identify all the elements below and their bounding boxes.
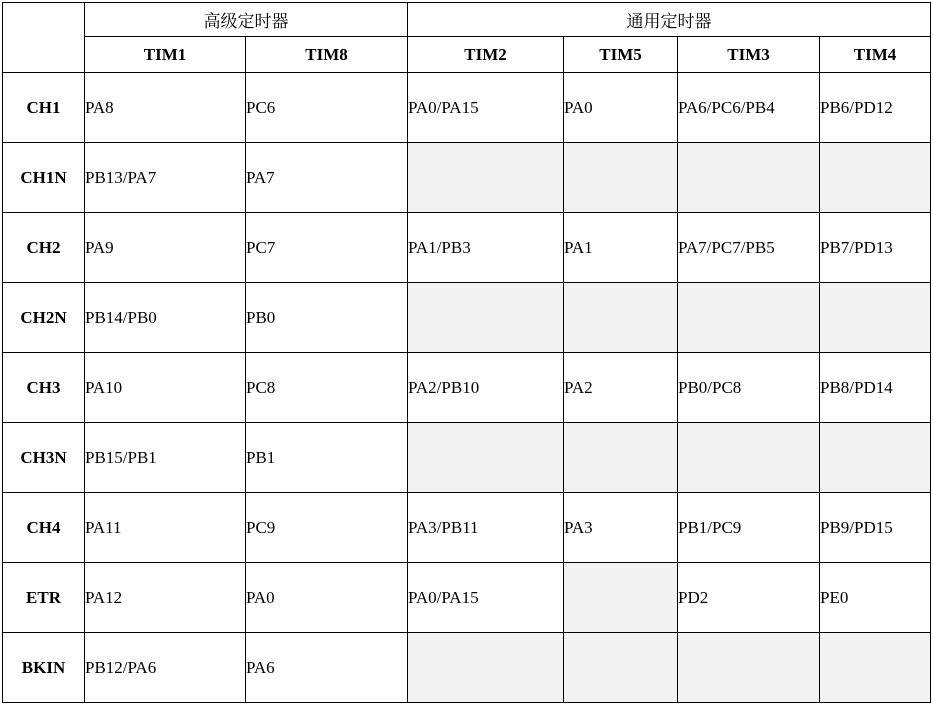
table-row xyxy=(3,353,931,423)
pin-cell: PC9 xyxy=(246,493,408,563)
empty-cell xyxy=(678,633,820,703)
pin-cell: PA6/PC6/PB4 xyxy=(678,73,820,143)
pin-cell: PB1 xyxy=(246,423,408,493)
table-row xyxy=(3,633,931,703)
table-row xyxy=(3,283,931,353)
empty-cell xyxy=(678,283,820,353)
empty-cell xyxy=(678,423,820,493)
pin-cell: PD2 xyxy=(678,563,820,633)
pin-cell: PC8 xyxy=(246,353,408,423)
pin-cell: PB13/PA7 xyxy=(85,143,246,213)
pin-cell: PA0 xyxy=(246,563,408,633)
timer-header-tim5: TIM5 xyxy=(564,37,678,73)
empty-cell xyxy=(820,633,931,703)
empty-cell xyxy=(678,143,820,213)
empty-cell xyxy=(408,633,564,703)
pin-cell: PB0/PC8 xyxy=(678,353,820,423)
empty-cell xyxy=(820,143,931,213)
pin-cell: PB0 xyxy=(246,283,408,353)
pin-cell: PB7/PD13 xyxy=(820,213,931,283)
pin-cell: PA1/PB3 xyxy=(408,213,564,283)
pin-cell: PA3/PB11 xyxy=(408,493,564,563)
pin-cell: PE0 xyxy=(820,563,931,633)
empty-cell xyxy=(820,423,931,493)
corner-cell xyxy=(3,3,85,73)
row-label: CH3 xyxy=(3,353,85,423)
pin-cell: PB12/PA6 xyxy=(85,633,246,703)
empty-cell xyxy=(564,283,678,353)
table-row xyxy=(3,423,931,493)
timer-header-row xyxy=(3,37,931,73)
empty-cell xyxy=(820,283,931,353)
pin-cell: PA3 xyxy=(564,493,678,563)
pin-cell: PB15/PB1 xyxy=(85,423,246,493)
pin-cell: PA7/PC7/PB5 xyxy=(678,213,820,283)
pin-cell: PA10 xyxy=(85,353,246,423)
row-label: CH1N xyxy=(3,143,85,213)
pin-cell: PA0/PA15 xyxy=(408,563,564,633)
table-row xyxy=(3,563,931,633)
empty-cell xyxy=(408,423,564,493)
pin-cell: PC6 xyxy=(246,73,408,143)
pin-cell: PA2 xyxy=(564,353,678,423)
pin-cell: PA11 xyxy=(85,493,246,563)
timer-header-tim8: TIM8 xyxy=(246,37,408,73)
table-body xyxy=(3,73,931,703)
timer-header-tim2: TIM2 xyxy=(408,37,564,73)
timer-header-tim3: TIM3 xyxy=(678,37,820,73)
empty-cell xyxy=(564,143,678,213)
pin-cell: PA0 xyxy=(564,73,678,143)
timer-header-tim1: TIM1 xyxy=(85,37,246,73)
pin-cell: PA1 xyxy=(564,213,678,283)
pin-cell: PB8/PD14 xyxy=(820,353,931,423)
timer-header-tim4: TIM4 xyxy=(820,37,931,73)
row-label: CH2 xyxy=(3,213,85,283)
empty-cell xyxy=(564,633,678,703)
pin-cell: PC7 xyxy=(246,213,408,283)
row-label: CH4 xyxy=(3,493,85,563)
empty-cell xyxy=(564,563,678,633)
row-label: CH3N xyxy=(3,423,85,493)
row-label: BKIN xyxy=(3,633,85,703)
pin-cell: PA6 xyxy=(246,633,408,703)
pin-cell: PA7 xyxy=(246,143,408,213)
empty-cell xyxy=(408,283,564,353)
pin-cell: PA8 xyxy=(85,73,246,143)
pin-cell: PB1/PC9 xyxy=(678,493,820,563)
row-label: ETR xyxy=(3,563,85,633)
row-label: CH1 xyxy=(3,73,85,143)
timer-pin-table xyxy=(2,2,931,703)
pin-cell: PA2/PB10 xyxy=(408,353,564,423)
empty-cell xyxy=(564,423,678,493)
table-row xyxy=(3,493,931,563)
table-row xyxy=(3,143,931,213)
table-row xyxy=(3,73,931,143)
pin-cell: PB14/PB0 xyxy=(85,283,246,353)
empty-cell xyxy=(408,143,564,213)
pin-cell: PA12 xyxy=(85,563,246,633)
group-header-row xyxy=(3,3,931,37)
pin-cell: PA0/PA15 xyxy=(408,73,564,143)
table-row xyxy=(3,213,931,283)
pin-cell: PB6/PD12 xyxy=(820,73,931,143)
group-header-advanced: 高级定时器 xyxy=(85,3,408,37)
pin-cell: PA9 xyxy=(85,213,246,283)
row-label: CH2N xyxy=(3,283,85,353)
group-header-general: 通用定时器 xyxy=(408,3,931,37)
pin-cell: PB9/PD15 xyxy=(820,493,931,563)
